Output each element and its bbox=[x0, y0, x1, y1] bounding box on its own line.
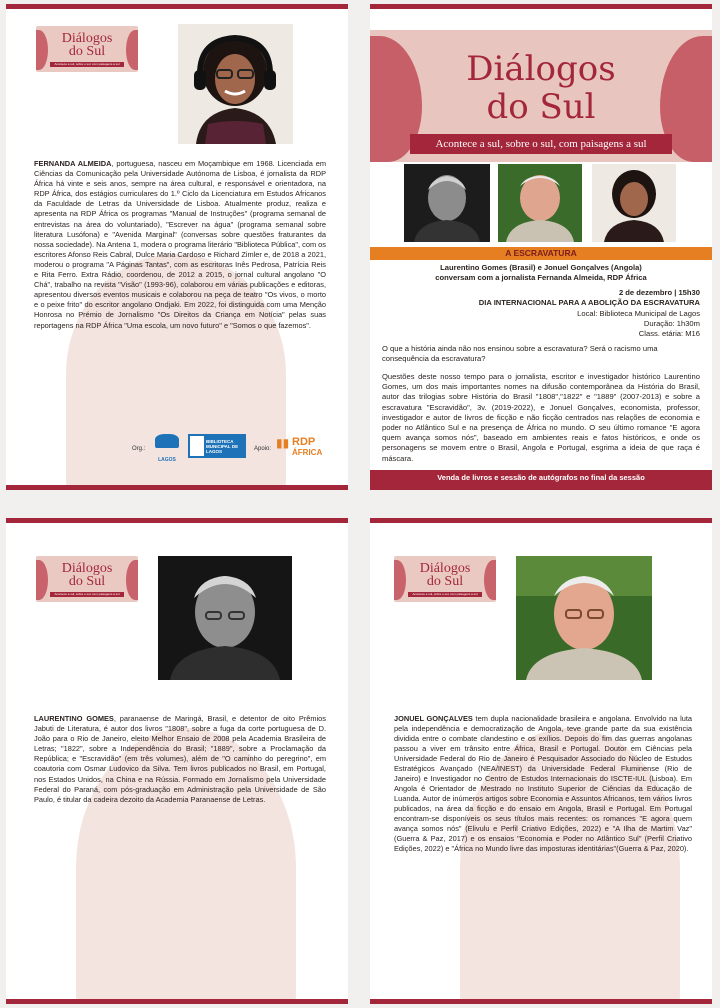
event-question: O que a história ainda não nos ensinou sobre a escravatura? Será o racismo uma consequência da escravatura? bbox=[382, 344, 658, 363]
biblioteca-municipal-logo bbox=[188, 434, 246, 458]
panel-fernanda-bio bbox=[6, 4, 348, 490]
bio-fernanda-almeida bbox=[34, 159, 326, 331]
rdp-africa-logo bbox=[276, 434, 328, 460]
top-accent-bar bbox=[370, 4, 712, 9]
lagos-municipality-logo bbox=[152, 434, 182, 463]
photo-fernanda-almeida bbox=[592, 164, 676, 242]
hero-title: Diálogos do Sul bbox=[466, 49, 616, 127]
guests-line-2: conversam com a jornalista Fernanda Almeida, RDP África bbox=[435, 273, 647, 282]
portrait-laurentino-gomes bbox=[158, 556, 292, 680]
bio-jonuel-goncalves bbox=[394, 714, 692, 854]
event-duration: Duração: 1h30m bbox=[643, 319, 700, 328]
top-accent-bar bbox=[6, 4, 348, 9]
photo-jonuel-goncalves bbox=[498, 164, 582, 242]
bottom-accent-bar bbox=[370, 999, 712, 1004]
dialogos-do-sul-logo: Diálogos do Sul Acontece a sul, sobre o sul, com paisagens a sul bbox=[36, 556, 138, 602]
lagos-logo-text: LAGOS bbox=[158, 457, 176, 463]
guests-line-1: Laurentino Gomes (Brasil) e Jonuel Gonçalves (Angola) bbox=[440, 263, 642, 272]
panel-laurentino-bio bbox=[6, 518, 348, 1004]
hero-banner bbox=[370, 30, 712, 162]
bio-laurentino-gomes bbox=[34, 714, 326, 805]
panel-event-poster bbox=[370, 4, 712, 490]
photo-laurentino-gomes bbox=[404, 164, 490, 242]
panel-jonuel-bio bbox=[370, 518, 712, 1004]
top-accent-bar bbox=[370, 518, 712, 523]
bottom-accent-bar bbox=[6, 485, 348, 490]
event-age-rating: Class. etária: M16 bbox=[638, 329, 700, 338]
bio-name: JONUEL GONÇALVES bbox=[394, 714, 473, 723]
top-accent-bar bbox=[6, 518, 348, 523]
event-location: Local: Biblioteca Municipal de Lagos bbox=[577, 309, 700, 318]
event-description: Questões deste nosso tempo para o jornalista, escritor e investigador histórico Laurentino Gomes, um dos mais importantes nomes na difusão contemporânea da História do Brasil, autor das trilogias sobre História do Brasil "1808","1822" e "1889" (2007-2013) e sobre a escravatura "Escravidão", 3v. (2019-2022), e Jonuel Gonçalves, economista, professor, investigador e autor de livros de ficção e não ficção centrados nas relações de economia e poder no Atlântico Sul e na presença de África no mundo. O seu último romance "E agora quem avança somos nós", baseado em ambientes reais e fatos históricos, e onde os personagens se movem entre o Brasil, Angola e Portugal, esgrima a ideia de que raça é máscara. bbox=[382, 372, 700, 463]
bio-text: tem dupla nacionalidade brasileira e angolana. Envolvido na luta pela independência e democratização de Angola, teve grande parte da sua existência dividida entre o combate clandestino e os exílios. Depois do fim das guerras angolanas passou a viver em trânsito entre África, Brasil e Portugal. Doutor em Ciências pela Universidade Federal do Rio de Janeiro é Pesquisador Associado do Núcleo de Estudos Estratégicos Avançado (NEA/INEST) da Universidade Federal Fluminense (Rio de Janeiro) e Investigador no Centro de Estudos Internacionais do ISCTE-IUL (Lisboa). Em Angola é Orientador de Mestrado no Instituto Superior de Ciências da Educação de Luanda. Autor de inúmeros artigos sobre Economia e Assuntos Africanos, tem vários livros publicados, na área da ficção e do ensaio em Angola, Brasil e Portugal. Em Portugal encontram-se disponíveis os seus títulos mais recentes: os romances "E agora quem avança somos nós" (Elivulu e Perfil Criativo Edições, 2022) e "A Ilha de Martim Vaz" (Guerra & Paz, 2017) e os ensaios "Economia e Poder no Atlântico Sul" (Perfil Criativo Edições, 2022) e "África no Mundo livre das imposturas identitárias"(Guerra & Paz, 2020). bbox=[394, 714, 692, 853]
rdp-logo-icon: ▮▮ bbox=[276, 436, 290, 450]
bio-name: FERNANDA ALMEIDA bbox=[34, 159, 112, 168]
hero-slogan: Acontece a sul, sobre o sul, com paisagens a sul bbox=[410, 134, 672, 154]
event-title-bar: A ESCRAVATURA bbox=[370, 247, 712, 260]
bottom-accent-bar bbox=[6, 999, 348, 1004]
bio-name: LAURENTINO GOMES bbox=[34, 714, 114, 723]
footer-book-signing: Venda de livros e sessão de autógrafos no final da sessão bbox=[370, 470, 712, 485]
biblioteca-logo-text: BIBLIOTECA MUNICIPAL DE LAGOS bbox=[206, 439, 239, 454]
rdp-logo-text: RDP bbox=[292, 436, 316, 448]
portrait-jonuel-goncalves bbox=[516, 556, 652, 680]
dialogos-do-sul-logo: Diálogos do Sul Acontece a sul, sobre o sul, com paisagens a sul bbox=[394, 556, 496, 602]
dialogos-do-sul-logo: Diálogos do Sul Acontece a sul, sobre o sul, com paisagens a sul bbox=[36, 26, 138, 72]
event-date-time: 2 de dezembro | 15h30 bbox=[618, 288, 700, 297]
portrait-fernanda-almeida bbox=[178, 24, 293, 144]
rdp-logo-subtext: ÁFRICA bbox=[292, 448, 323, 457]
bottom-accent-bar bbox=[370, 485, 712, 490]
org-label: Org.: bbox=[132, 446, 146, 452]
bio-text: , portuguesa, nasceu em Moçambique em 1968. Licenciada em Ciências da Comunicação pela Universidade Autónoma de Lisboa, é jornalista da RDP África há vinte e seis anos, sempre na área cultural, e responsável e orientadora, na RDP África, dos estágios curriculares do 1.º Ciclo da Licenciatura em Estudos Africanos da Faculdade de Letras da Universidade de Lisboa. Atualmente produz, realiza e apresenta na RDP África os programas "Manual de Instruções" (programa semanal de entrevistas na área do voluntariado), "Escrever na água" (programa semanal sobre literatura Lusófona) e "Avenida Marginal" (conversas sobre questões fraturantes da nossa sociedade). Na Antena 1, modera o programa literário "Biblioteca Pública", com os escritores Afonso Reis Cabral, Dulce Maria Cardoso e Richard Zimler e, de 2018 a 2021, moderou o programa "A Páginas Tantas", com as escritoras Inês Pedrosa, Patrícia Reis e Rita Ferro. Extra Rádio, coordenou, de 2012 a 2015, o jornal cultural angolano "O Chá", trabalho na revista "Visão" (1993-96), colaborou em várias publicações e editoras, apresentou diversos eventos musicais e colaborou na peça de teatro "Os vivos, o morto e o peixe frito" do escritor angolano Ondjaki. Em 2022, foi distinguida com uma Menção Honrosa no Prémio de Jornalismo "Os Direitos da Criança em Notícia" pelas suas reportagens na RDP África "Uma escola, um novo futuro" e "Somos o que fazemos". bbox=[34, 159, 327, 330]
event-occasion: DIA INTERNACIONAL PARA A ABOLIÇÃO DA ESCRAVATURA bbox=[478, 298, 700, 307]
bio-text: , paranaense de Maringá, Brasil, e detentor de oito Prêmios Jabuti de Literatura, é autor dos livros "1808", sobre a fuga da corte portuguesa de D. João para o Rio de Janeiro, eleito Melhor Ensaio de 2008 pela Academia Brasileira de Letras; "1822", sobre a Independência do Brasil; "1889", sobre a Proclamação da República; e "Escravidão" (em três volumes), além de "O caminho do peregrino", em coautoria com Osmar Ludovico da Silva. Tem livros publicados no Brasil, em Portugal, nos Estados Unidos, na China e na Rússia. Formado em Jornalismo pela Universidade Federal do Paraná, com pós-graduação em Administração pela Universidade de São Paulo, é titular da cadeira dezoito da Academia Paranaense de Letras. bbox=[34, 714, 326, 804]
support-label: Apoio: bbox=[254, 446, 272, 452]
